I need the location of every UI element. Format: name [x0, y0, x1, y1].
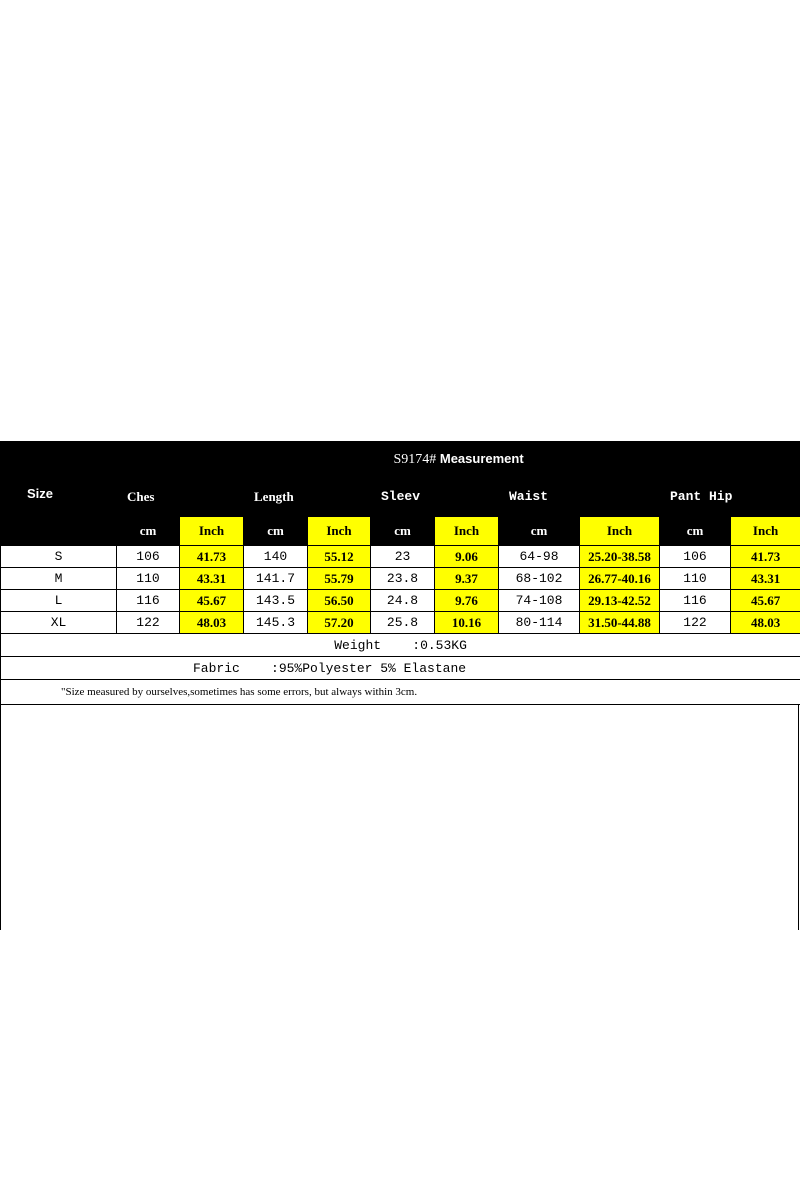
unit-cm: cm	[371, 517, 435, 546]
chest-inch-cell: 43.31	[180, 568, 244, 590]
hip-cm-cell: 116	[660, 590, 731, 612]
unit-cm: cm	[499, 517, 580, 546]
group-chest: Ches	[117, 477, 244, 517]
sleeve-cm-cell: 24.8	[371, 590, 435, 612]
unit-inch: Inch	[435, 517, 499, 546]
chest-inch-cell: 48.03	[180, 612, 244, 634]
length-inch-cell: 56.50	[308, 590, 371, 612]
size-column-header	[1, 442, 117, 546]
weight-info: Weight :0.53KG	[1, 634, 800, 657]
hip-inch-cell: 45.67	[731, 590, 800, 612]
chest-cm-cell: 106	[117, 546, 180, 568]
chest-inch-cell: 41.73	[180, 546, 244, 568]
size-chart-table	[0, 441, 800, 705]
length-cm-cell: 145.3	[244, 612, 308, 634]
sleeve-inch-cell: 9.37	[435, 568, 499, 590]
sleeve-inch-cell: 9.76	[435, 590, 499, 612]
hip-inch-cell: 43.31	[731, 568, 800, 590]
waist-inch-cell: 31.50-44.88	[580, 612, 660, 634]
chest-inch-cell: 45.67	[180, 590, 244, 612]
length-cm-cell: 141.7	[244, 568, 308, 590]
sleeve-cm-cell: 23.8	[371, 568, 435, 590]
fabric-info: Fabric :95%Polyester 5% Elastane	[1, 657, 800, 680]
hip-cm-cell: 106	[660, 546, 731, 568]
sleeve-cm-cell: 23	[371, 546, 435, 568]
waist-inch-cell: 26.77-40.16	[580, 568, 660, 590]
unit-inch: Inch	[580, 517, 660, 546]
group-waist: Waist	[499, 477, 660, 517]
table-title	[117, 442, 800, 477]
length-inch-cell: 55.79	[308, 568, 371, 590]
waist-inch-cell: 25.20-38.58	[580, 546, 660, 568]
unit-cm: cm	[660, 517, 731, 546]
chest-cm-cell: 110	[117, 568, 180, 590]
sleeve-inch-cell: 9.06	[435, 546, 499, 568]
group-length: Length	[244, 477, 371, 517]
size-cell: S	[1, 546, 117, 568]
measurement-note: "Size measured by ourselves,sometimes has some errors, but always within 3cm.	[1, 680, 800, 705]
waist-cm-cell: 64-98	[499, 546, 580, 568]
waist-cm-cell: 68-102	[499, 568, 580, 590]
sleeve-cm-cell: 25.8	[371, 612, 435, 634]
chest-cm-cell: 116	[117, 590, 180, 612]
hip-cm-cell: 110	[660, 568, 731, 590]
unit-cm: cm	[244, 517, 308, 546]
sleeve-inch-cell: 10.16	[435, 612, 499, 634]
size-label: Size	[27, 486, 54, 501]
hip-inch-cell: 41.73	[731, 546, 800, 568]
group-pant-hip: Pant Hip	[660, 477, 800, 517]
unit-inch: Inch	[731, 517, 800, 546]
unit-inch: Inch	[308, 517, 371, 546]
size-cell: M	[1, 568, 117, 590]
size-cell: L	[1, 590, 117, 612]
style-code: S9174#	[393, 451, 437, 467]
chest-cm-cell: 122	[117, 612, 180, 634]
waist-cm-cell: 80-114	[499, 612, 580, 634]
group-sleeve: Sleev	[371, 477, 499, 517]
hip-cm-cell: 122	[660, 612, 731, 634]
table-row	[1, 590, 800, 612]
waist-inch-cell: 29.13-42.52	[580, 590, 660, 612]
table-row	[1, 568, 800, 590]
size-cell: XL	[1, 612, 117, 634]
length-inch-cell: 57.20	[308, 612, 371, 634]
unit-cm: cm	[117, 517, 180, 546]
length-inch-cell: 55.12	[308, 546, 371, 568]
unit-inch: Inch	[180, 517, 244, 546]
table-row	[1, 612, 800, 634]
length-cm-cell: 140	[244, 546, 308, 568]
title-text: Measurement	[436, 450, 524, 466]
table-tail-border	[0, 705, 799, 930]
length-cm-cell: 143.5	[244, 590, 308, 612]
waist-cm-cell: 74-108	[499, 590, 580, 612]
hip-inch-cell: 48.03	[731, 612, 800, 634]
table-row	[1, 546, 800, 568]
